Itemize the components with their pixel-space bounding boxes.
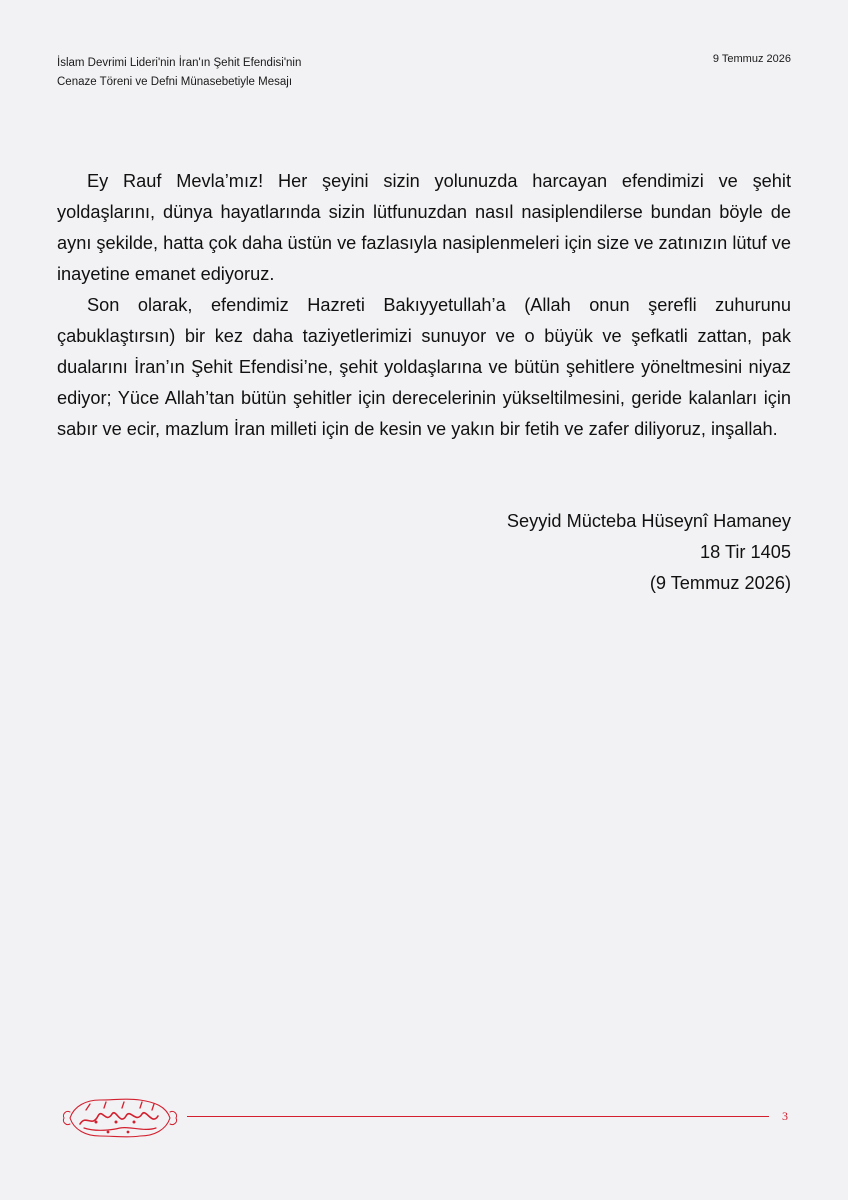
paragraph-1: Ey Rauf Mevla’mız! Her şeyini sizin yolunuzda harcayan efendimizi ve şehit yoldaşlarını, dünya hayatlarında sizin lütfunuzdan nasıl nasiplendilerse bundan böyle de aynı şekilde, hatta çok daha üstün ve fazlasıyla nasiplenmeleri için size ve zatınızın lütuf ve inayetine emanet ediyoruz. <box>57 171 791 284</box>
footer-divider <box>187 1116 769 1117</box>
calligraphy-seal-icon <box>56 1088 182 1148</box>
document-title-line-2: Cenaze Töreni ve Defni Münasebetiyle Mesajı <box>57 76 293 88</box>
paragraph-2: Son olarak, efendimiz Hazreti Bakıyyetullah’a (Allah onun şerefli zuhurunu çabuklaştırsın) bir kez daha taziyetlerimizi sunuyor ve o büyük ve şefkatli zattan, pak dualarını İran’ın Şehit Efendisi’ne, şehit yoldaşlarına ve bütün şehitlere yöneltmesini niyaz ediyor; Yüce Allah’tan bütün şehitler için derecelerinin yükseltilmesini, geride kalanları için sabır ve ecir, mazlum İran milleti için de kesin ve yakın bir fetih ve zafer diliyoruz, inşallah. <box>57 295 791 439</box>
message-body <box>57 166 791 445</box>
signature-name: Seyyid Mücteba Hüseynî Hamaney <box>506 511 791 531</box>
page-number: 3 <box>782 1109 788 1123</box>
signature-date-hijri: 18 Tir 1405 <box>700 542 791 562</box>
document-title-line-1: İslam Devrimi Lideri'nin İran'ın Şehit Efendisi'nin <box>57 57 302 69</box>
header-date: 9 Temmuz 2026 <box>712 53 791 65</box>
document-title <box>57 54 477 92</box>
signature-date-gregorian: (9 Temmuz 2026) <box>649 573 791 593</box>
signature-block <box>507 506 791 599</box>
